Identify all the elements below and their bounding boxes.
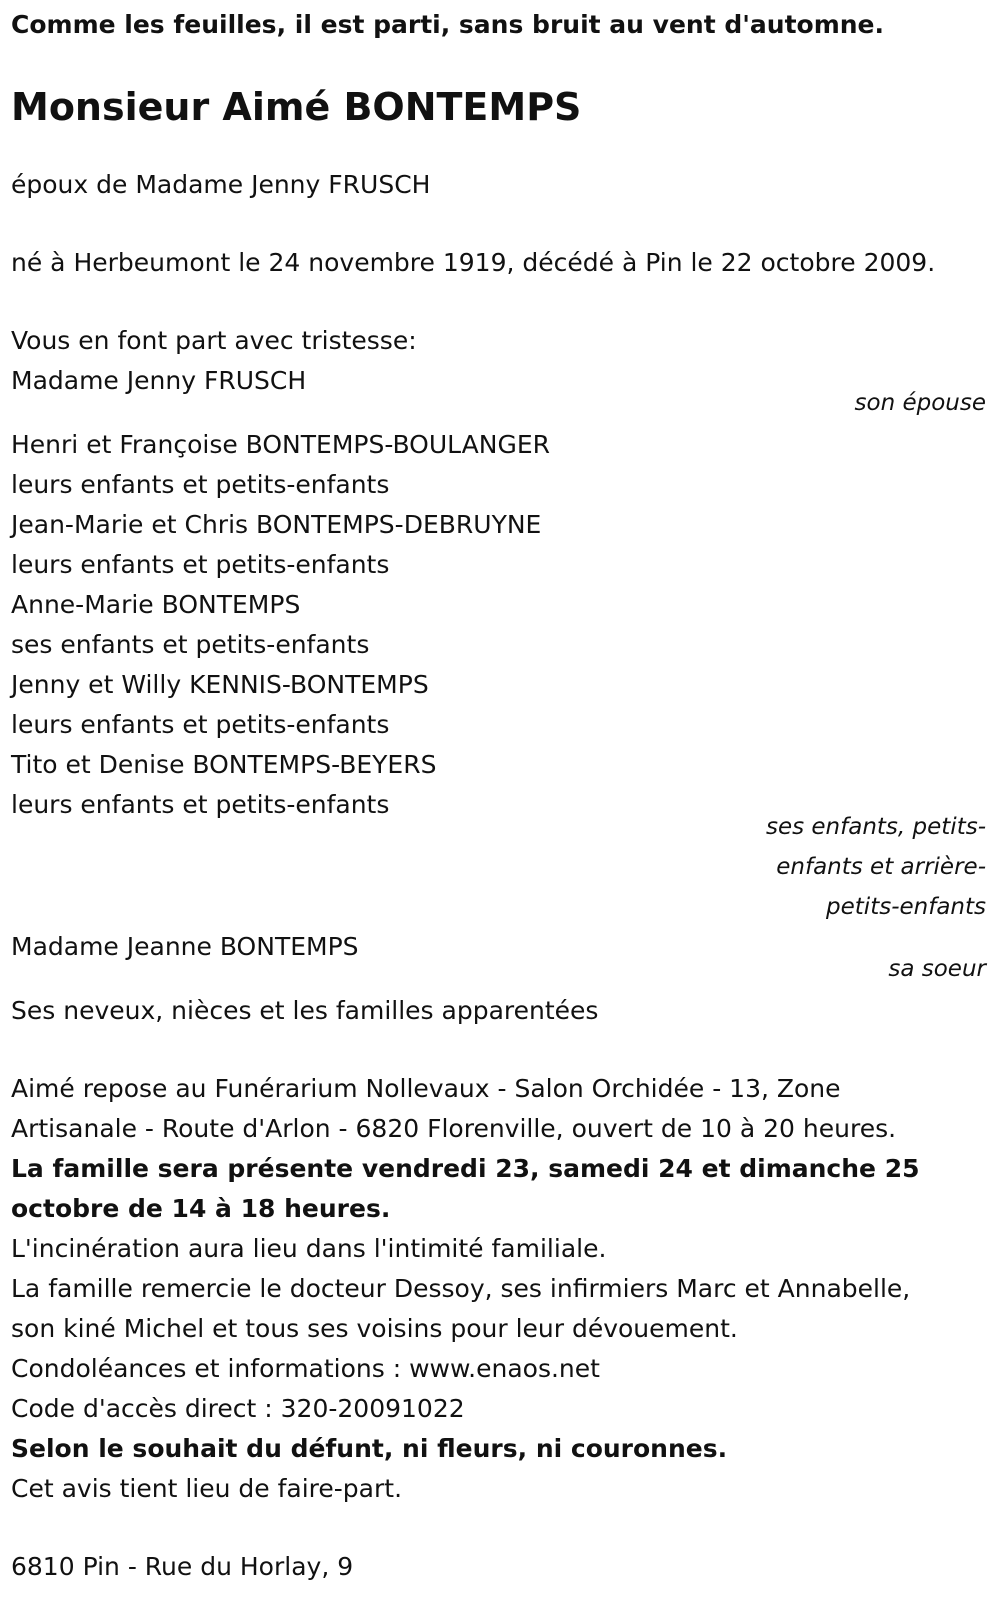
presence-info: La famille sera présente vendredi 23, samedi 24 et dimanche 25	[11, 1154, 920, 1183]
announcement-intro: Vous en font part avec tristesse:	[11, 326, 417, 355]
cremation-info: L'incinération aura lieu dans l'intimité familiale.	[11, 1234, 607, 1263]
child-line: ses enfants et petits-enfants	[11, 630, 370, 659]
spouse-role: son épouse	[854, 390, 986, 416]
access-code: Code d'accès direct : 320-20091022	[11, 1394, 465, 1423]
thanks-text: son kiné Michel et tous ses voisins pour leur dévouement.	[11, 1314, 738, 1343]
child-line: Anne-Marie BONTEMPS	[11, 590, 301, 619]
no-flowers-note: Selon le souhait du défunt, ni fleurs, ni couronnes.	[11, 1434, 728, 1463]
child-line: leurs enfants et petits-enfants	[11, 550, 390, 579]
epigraph: Comme les feuilles, il est parti, sans bruit au vent d'automne.	[11, 10, 885, 39]
presence-info: octobre de 14 à 18 heures.	[11, 1194, 391, 1223]
child-line: Henri et Françoise BONTEMPS-BOULANGER	[11, 430, 551, 459]
child-line: Jenny et Willy KENNIS-BONTEMPS	[11, 670, 429, 699]
child-line: leurs enfants et petits-enfants	[11, 710, 390, 739]
children-role: ses enfants, petits-	[765, 814, 986, 840]
birth-death-line: né à Herbeumont le 24 novembre 1919, décédé à Pin le 22 octobre 2009.	[11, 248, 936, 277]
children-role: enfants et arrière-	[776, 854, 986, 880]
deceased-name: Monsieur Aimé BONTEMPS	[11, 85, 582, 129]
thanks-text: La famille remercie le docteur Dessoy, ses infirmiers Marc et Annabelle,	[11, 1274, 911, 1303]
spouse-name: Madame Jenny FRUSCH	[11, 366, 307, 395]
repose-info: Aimé repose au Funérarium Nollevaux - Salon Orchidée - 13, Zone	[11, 1074, 841, 1103]
home-address: 6810 Pin - Rue du Horlay, 9	[11, 1552, 354, 1581]
repose-info: Artisanale - Route d'Arlon - 6820 Florenville, ouvert de 10 à 20 heures.	[11, 1114, 897, 1143]
sister-name: Madame Jeanne BONTEMPS	[11, 932, 359, 961]
condolences-info: Condoléances et informations : www.enaos.net	[11, 1354, 600, 1383]
sister-role: sa soeur	[888, 956, 986, 982]
children-role: petits-enfants	[826, 894, 986, 920]
child-line: leurs enfants et petits-enfants	[11, 790, 390, 819]
spouse-line: époux de Madame Jenny FRUSCH	[11, 170, 431, 199]
extended-family: Ses neveux, nièces et les familles apparentées	[11, 996, 599, 1025]
death-notice	[11, 0, 986, 1587]
child-line: leurs enfants et petits-enfants	[11, 470, 390, 499]
faire-part-note: Cet avis tient lieu de faire-part.	[11, 1474, 403, 1503]
child-line: Tito et Denise BONTEMPS-BEYERS	[11, 750, 437, 779]
child-line: Jean-Marie et Chris BONTEMPS-DEBRUYNE	[11, 510, 542, 539]
